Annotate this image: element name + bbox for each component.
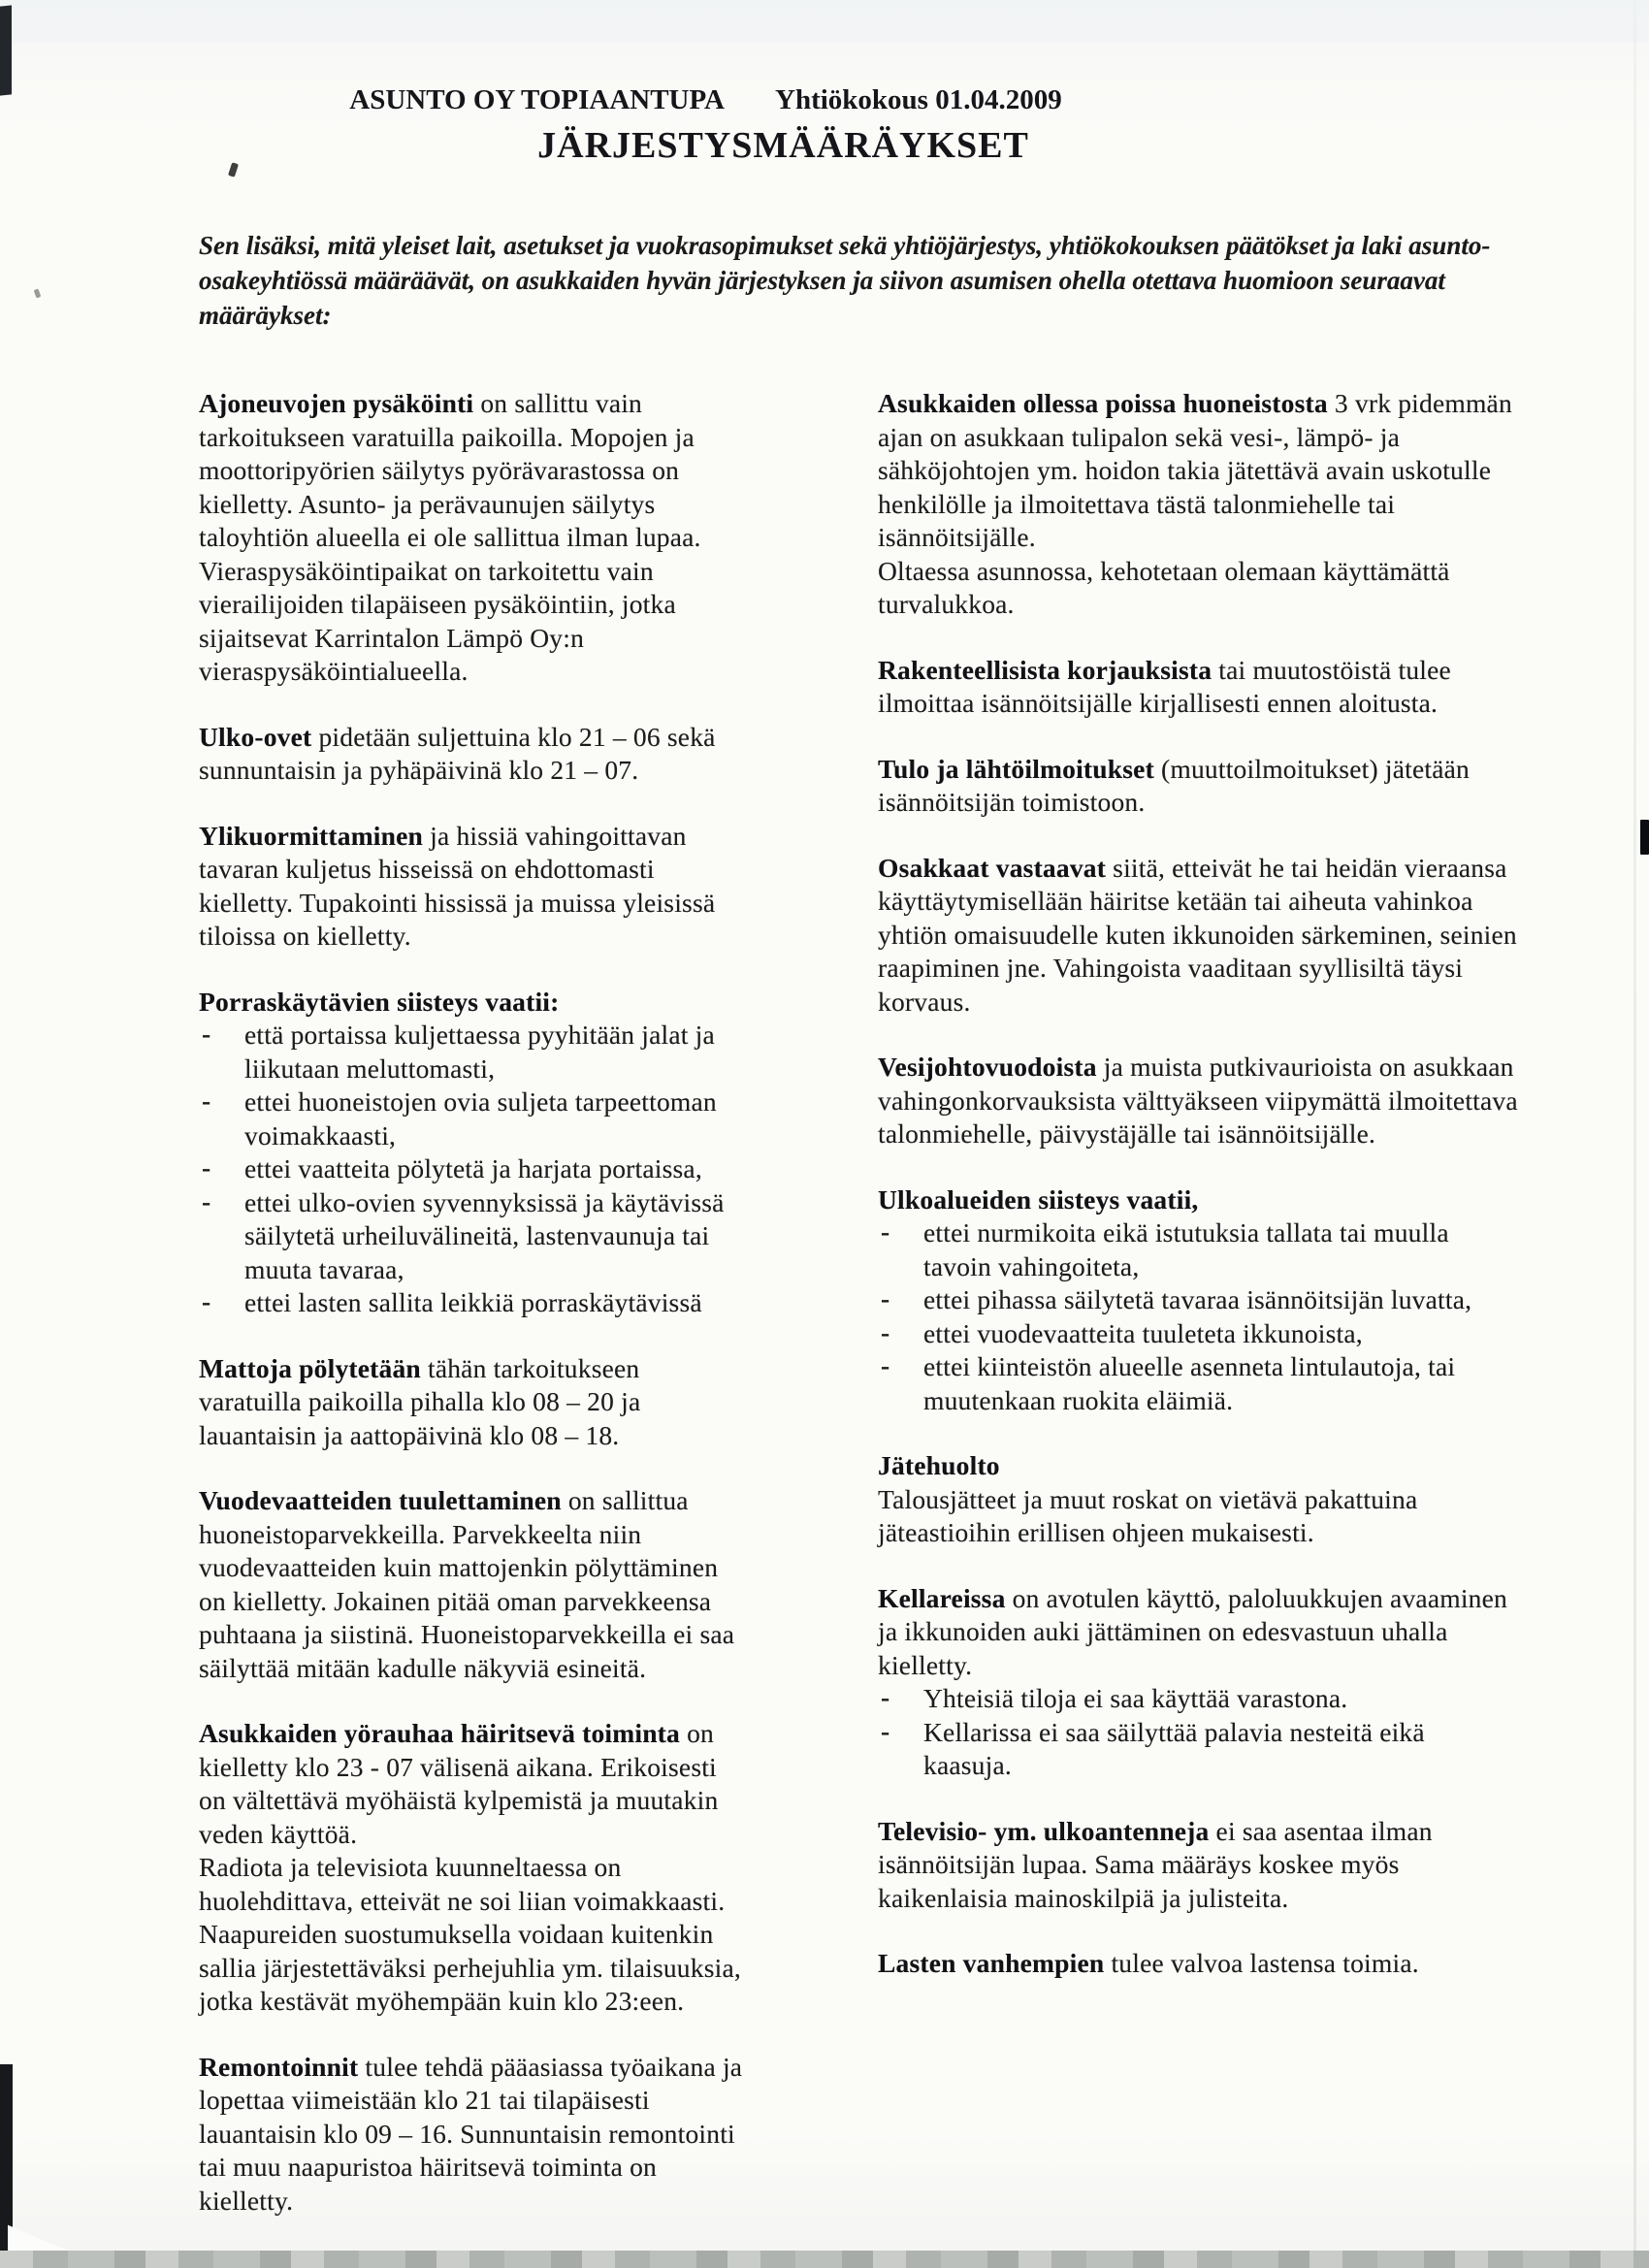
company-name: ASUNTO OY TOPIAANTUPA (349, 84, 725, 115)
rule-text: ja muista putkivaurioista on asukkaan vahingonkorvauksista välttyäkseen viipymättä ilmoitettava talonmiehelle, päivystäjälle tai isännöitsijälle. (878, 1052, 1518, 1149)
right-column (878, 387, 1518, 2013)
scan-edge-artifact-right (1640, 820, 1649, 855)
rule-text: tai muutostöistä tulee ilmoittaa isännöitsijälle kirjallisesti ennen aloitusta. (878, 654, 1451, 718)
rule-night-peace (199, 1717, 747, 2019)
list-item: - ettei huoneistojen ovia suljeta tarpeettoman voimakkaasti, (199, 1085, 747, 1152)
rule-text: on avotulen käyttö, paloluukkujen avaaminen ja ikkunoiden auki jättäminen on edesvastuun uhalla kielletty. (878, 1582, 1507, 1680)
rule-shareholder-responsibility (878, 852, 1518, 1020)
rule-lead: Mattoja pölytetään (199, 1352, 421, 1383)
scan-right-edge-shadow (1633, 0, 1636, 2268)
rule-renovations (199, 2051, 747, 2219)
rule-bedclothes-airing (199, 1484, 747, 1685)
rule-lead: Tulo ja lähtöilmoitukset (878, 753, 1154, 784)
list-item: - ettei nurmikoita eikä istutuksia tallata tai muulla tavoin vahingoiteta, (878, 1216, 1518, 1283)
rule-carpet-dusting (199, 1352, 747, 1453)
rule-text: tähän tarkoitukseen varatuilla paikoilla pihalla klo 08 – 20 ja lauantaisin ja aattopäivinä klo 08 – 18. (199, 1352, 641, 1450)
scan-speck-artifact (34, 288, 42, 298)
rule-text: ja hissiä vahingoittavan tavaran kuljetus hisseissä on ehdottomasti kielletty. Tupakointi hississä ja muissa yleisissä tiloissa on kielletty. (199, 820, 716, 951)
rule-staircase-tidiness (199, 986, 747, 1320)
rule-lead: Ajoneuvojen pysäköinti (199, 388, 474, 418)
rule-lead-line (878, 1183, 1518, 1217)
document-title: JÄRJESTYSMÄÄRÄYKSET (537, 125, 1029, 166)
header-line1 (199, 83, 1212, 117)
rule-parking (199, 387, 747, 689)
rule-elevator-overload (199, 820, 747, 954)
rule-text: 3 vrk pidemmän ajan on asukkaan tulipalon sekä vesi-, lämpö- ja sähköjohtojen ym. hoidon takia jätettävä avain uskotulle henkilölle ja ilmoitettava tästä talonmiehelle tai isännöitsijälle. (878, 388, 1512, 552)
rule-text: on sallittu vain tarkoitukseen varatuilla paikoilla. Mopojen ja moottoripyörien säilytys pyörävarastossa on kielletty. Asunto- ja perävaunujen säilytys taloyhtiön alueella ei ole sallittua ilman lupaa. Vieraspysäköintipaikat on tarkoitettu vain vierailijoiden tilapäiseen pysäköintiin, jotka sijaitsevat Karrintalon Lämpö Oy:n vieraspysäköintialueella. (199, 388, 701, 686)
list-item: - ettei pihassa säilytetä tavaraa isännöitsijän luvatta, (878, 1283, 1518, 1317)
document-header (199, 83, 1212, 168)
rule-text: (muuttoilmoitukset) jätetään isännöitsijän toimistoon. (878, 753, 1470, 817)
scan-top-tint-artifact (0, 0, 1649, 43)
rule-children-supervision (878, 1947, 1518, 1981)
rule-outdoor-tidiness (878, 1183, 1518, 1418)
rule-absence-key (878, 387, 1518, 622)
rule-waste-management (878, 1449, 1518, 1550)
list-item: - Kellarissa ei saa säilyttää palavia nesteitä eikä kaasuja. (878, 1716, 1518, 1783)
rule-text: ei saa asentaa ilman isännöitsijän lupaa. Sama määräys koskee myös kaikenlaisia mainoskilpiä ja julisteita. (878, 1815, 1433, 1913)
rule-text: siitä, etteivät he tai heidän vieraansa käyttäytymisellään häiritse ketään tai aiheuta vahinkoa yhtiön omaisuudelle kuten ikkunoiden särkeminen, seinien raapiminen jne. Vahingoista vaaditaan syyllisiltä täysi korvaus. (878, 852, 1517, 1017)
list-item: - ettei kiinteistön alueelle asenneta lintulautoja, tai muutenkaan ruokita eläimiä. (878, 1350, 1518, 1417)
rule-text-continued: Oltaessa asunnossa, kehotetaan olemaan käyttämättä turvalukkoa. (878, 555, 1450, 619)
two-column-body (199, 387, 1518, 2250)
rule-structural-repairs (878, 654, 1518, 721)
rule-cellars (878, 1582, 1518, 1783)
rule-lead: Porraskäytävien siisteys vaatii: (199, 986, 560, 1017)
list-item: - ettei vaatteita pölytetä ja harjata portaissa, (199, 1152, 747, 1186)
rule-text: tulee valvoa lastensa toimia. (1104, 1948, 1419, 1978)
scan-bottom-band-artifact (0, 2251, 1649, 2268)
list-item: - että portaissa kuljettaessa pyyhitään jalat ja liikutaan meluttomasti, (199, 1019, 747, 1085)
rule-text: pidetään suljettuina klo 21 – 06 sekä sunnuntaisin ja pyhäpäivinä klo 21 – 07. (199, 721, 716, 785)
meeting-info: Yhtiökokous 01.04.2009 (775, 84, 1062, 115)
rule-text: on sallittua huoneistoparvekkeilla. Parvekkeelta niin vuodevaatteiden kuin mattojenkin pölyttäminen on kielletty. Jokainen pitää oman parvekkeensa puhtaana ja siistinä. Huoneistoparvekkeilla ei saa säilyttää mitään kadulle näkyviä esineitä. (199, 1485, 735, 1683)
rule-lead-line (878, 1582, 1518, 1683)
rule-text: on kielletty klo 23 - 07 välisenä aikana. Erikoisesti on vältettävä myöhäistä kylpemistä ja muutakin veden käyttöä. (199, 1718, 719, 1849)
rule-lead: Vesijohtovuodoista (878, 1052, 1097, 1082)
rule-lead: Asukkaiden yörauhaa häiritsevä toiminta (199, 1718, 680, 1748)
rule-lead: Televisio- ym. ulkoantenneja (878, 1815, 1210, 1846)
rule-lead: Osakkaat vastaavat (878, 852, 1107, 883)
document-content (199, 83, 1518, 2250)
rule-lead: Lasten vanhempien (878, 1948, 1105, 1978)
list-item: - ettei ulko-ovien syvennyksissä ja käytävissä säilytetä urheiluvälineitä, lastenvaunuja tai muuta tavaraa, (199, 1186, 747, 1287)
rule-lead: Ulko-ovet (199, 721, 312, 752)
rule-lead-line (199, 986, 747, 1020)
rule-lead: Asukkaiden ollessa poissa huoneistosta (878, 388, 1328, 418)
rule-lead: Ulkoalueiden siisteys vaatii, (878, 1183, 1199, 1215)
rule-text: tulee tehdä pääasiassa työaikana ja lopettaa viimeistään klo 21 tai tilapäisesti lauantaisin klo 09 – 16. Sunnuntaisin remontointi tai muu naapuristoa häiritsevä toiminta on kielletty. (199, 2051, 743, 2216)
left-column (199, 387, 747, 2250)
list-item: - Yhteisiä tiloja ei saa käyttää varastona. (878, 1682, 1518, 1716)
rule-text-continued: Radiota ja televisiota kuunneltaessa on huolehdittava, etteivät ne soi liian voimakkaasti. Naapureiden suostumuksella voidaan kuitenkin sallia järjestettäväksi perhejuhlia ym. tilaisuuksia, jotka kestävät myöhempään kuin klo 23:een. (199, 1852, 741, 2016)
rule-tv-antennas (878, 1815, 1518, 1916)
rule-lead: Kellareissa (878, 1582, 1006, 1613)
rule-lead: Jätehuolto (878, 1450, 1000, 1480)
rule-lead: Vuodevaatteiden tuulettaminen (199, 1485, 562, 1515)
rule-move-notifications (878, 753, 1518, 820)
scan-edge-artifact-top-left (0, 5, 12, 95)
rule-lead: Rakenteellisista korjauksista (878, 654, 1212, 685)
list-item: - ettei lasten sallita leikkiä porraskäytävissä (199, 1286, 747, 1320)
rule-outer-doors (199, 721, 747, 788)
rule-text: Talousjätteet ja muut roskat on vietävä pakattuina jäteastioihin erillisen ohjeen mukaisesti. (878, 1483, 1418, 1547)
rule-water-pipe-leaks (878, 1051, 1518, 1151)
intro-paragraph: Sen lisäksi, mitä yleiset lait, asetukset ja vuokrasopimukset sekä yhtiöjärjestys, yhtiökokouksen päätökset ja laki asunto-osakeyhtiössä määräävät, on asukkaiden hyvän järjestyksen ja siivon asumisen ohella otettava huomioon seuraavat määräykset: (199, 231, 1491, 330)
list-item: - ettei vuodevaatteita tuuleteta ikkunoista, (878, 1317, 1518, 1351)
rule-lead: Ylikuormittaminen (199, 820, 424, 851)
rule-lead: Remontoinnit (199, 2051, 359, 2082)
